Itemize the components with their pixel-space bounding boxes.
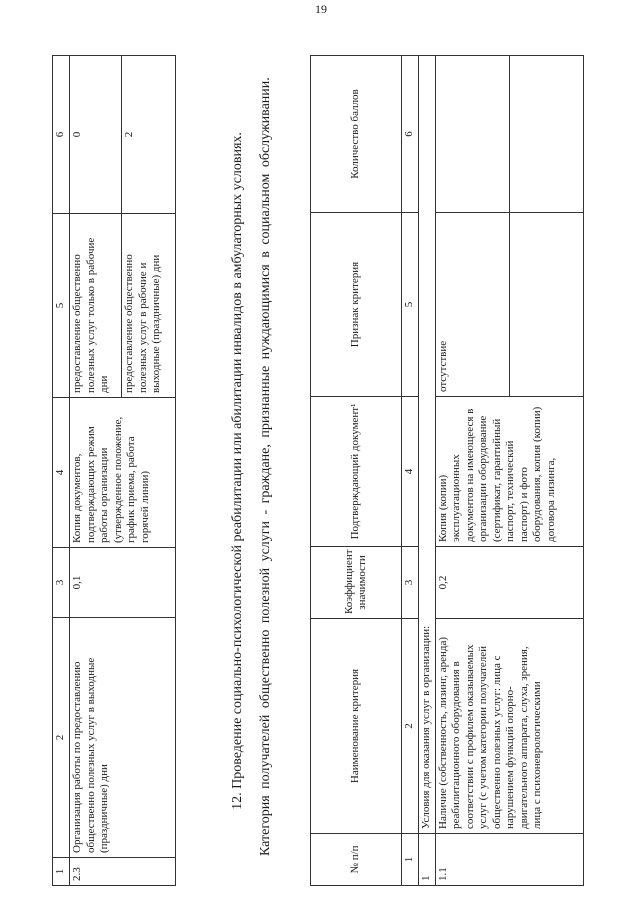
criterion-sign <box>509 213 583 397</box>
score <box>509 56 583 213</box>
col-index: 1 <box>402 834 419 886</box>
section-heading: 12. Проведение социально-психологической реабилитации или абилитации инвалидов в амбулаторных условиях. <box>230 132 245 810</box>
col-index: 5 <box>402 213 419 397</box>
header-number: № п/п <box>311 834 402 886</box>
col-index: 3 <box>53 548 70 618</box>
criterion-sign: предоставление общественно полезных услуг только в рабочие дни <box>70 214 122 398</box>
score <box>435 56 509 213</box>
confirming-document: Копия (копии) эксплуатационных документов на имеющееся в организации оборудование (сертификат, гарантийный паспорт, технический паспорт) и фото оборудования, копия (копии) договора лизинга, <box>435 397 583 547</box>
col-index: 5 <box>53 214 70 398</box>
table-row <box>435 56 509 886</box>
header-criterion-name: Наименование критерия <box>311 619 402 834</box>
col-index: 4 <box>402 397 419 547</box>
page-number: 19 <box>315 2 327 16</box>
criterion-sign: отсутствие <box>435 213 509 397</box>
score: 2 <box>122 56 176 214</box>
header-score: Количество баллов <box>311 56 402 213</box>
column-index-row <box>402 56 419 886</box>
col-index: 6 <box>53 56 70 214</box>
confirming-document: Копия документов, подтверждающих режим работы организации (утвержденное положение, график приема, работа горячей линии) <box>70 398 176 548</box>
column-index-row <box>53 56 70 886</box>
header-row <box>311 56 402 886</box>
significance-coefficient: 0,1 <box>70 548 176 618</box>
category-paragraph: Категория получателей общественно полезной услуги - граждане, признанные нуждающимися в социальном обслуживании. <box>258 77 273 856</box>
row-number: 2.3 <box>70 858 176 886</box>
rotated-page-content <box>52 56 612 886</box>
criterion-sign: предоставление общественно полезных услуг в рабочие и выходные (праздничные) дни <box>122 214 176 398</box>
col-index: 2 <box>402 619 419 834</box>
col-index: 1 <box>53 858 70 886</box>
criteria-table-top <box>52 55 176 886</box>
group-label: Условия для оказания услуг в организации: <box>419 56 436 834</box>
header-confirming-document: Подтверждающий документ¹ <box>311 397 402 547</box>
criteria-table-main <box>310 55 584 886</box>
criterion-name: Организация работы по предоставлению общественно полезных услуг в выходные (праздничные) дни <box>70 618 176 858</box>
header-coefficient: Коэффициент значимости <box>311 547 402 619</box>
header-criterion-sign: Признак критерия <box>311 213 402 397</box>
col-index: 6 <box>402 56 419 213</box>
score: 0 <box>70 56 122 214</box>
group-number: 1 <box>419 834 436 886</box>
row-number: 1.1 <box>435 834 583 886</box>
col-index: 2 <box>53 618 70 858</box>
criterion-name: Наличие (собственность, лизинг, аренда) реабилитационного оборудования в соответствии с профилем оказываемых услуг (с учетом категории получателей общественно полезных услуг: лица с нарушением функций опорно-двигательного аппарата, слуха, зрения, лица с психоневрологическими <box>435 619 583 834</box>
significance-coefficient: 0,2 <box>435 547 583 619</box>
col-index: 4 <box>53 398 70 548</box>
group-row <box>419 56 436 886</box>
col-index: 3 <box>402 547 419 619</box>
table-row <box>70 56 122 886</box>
